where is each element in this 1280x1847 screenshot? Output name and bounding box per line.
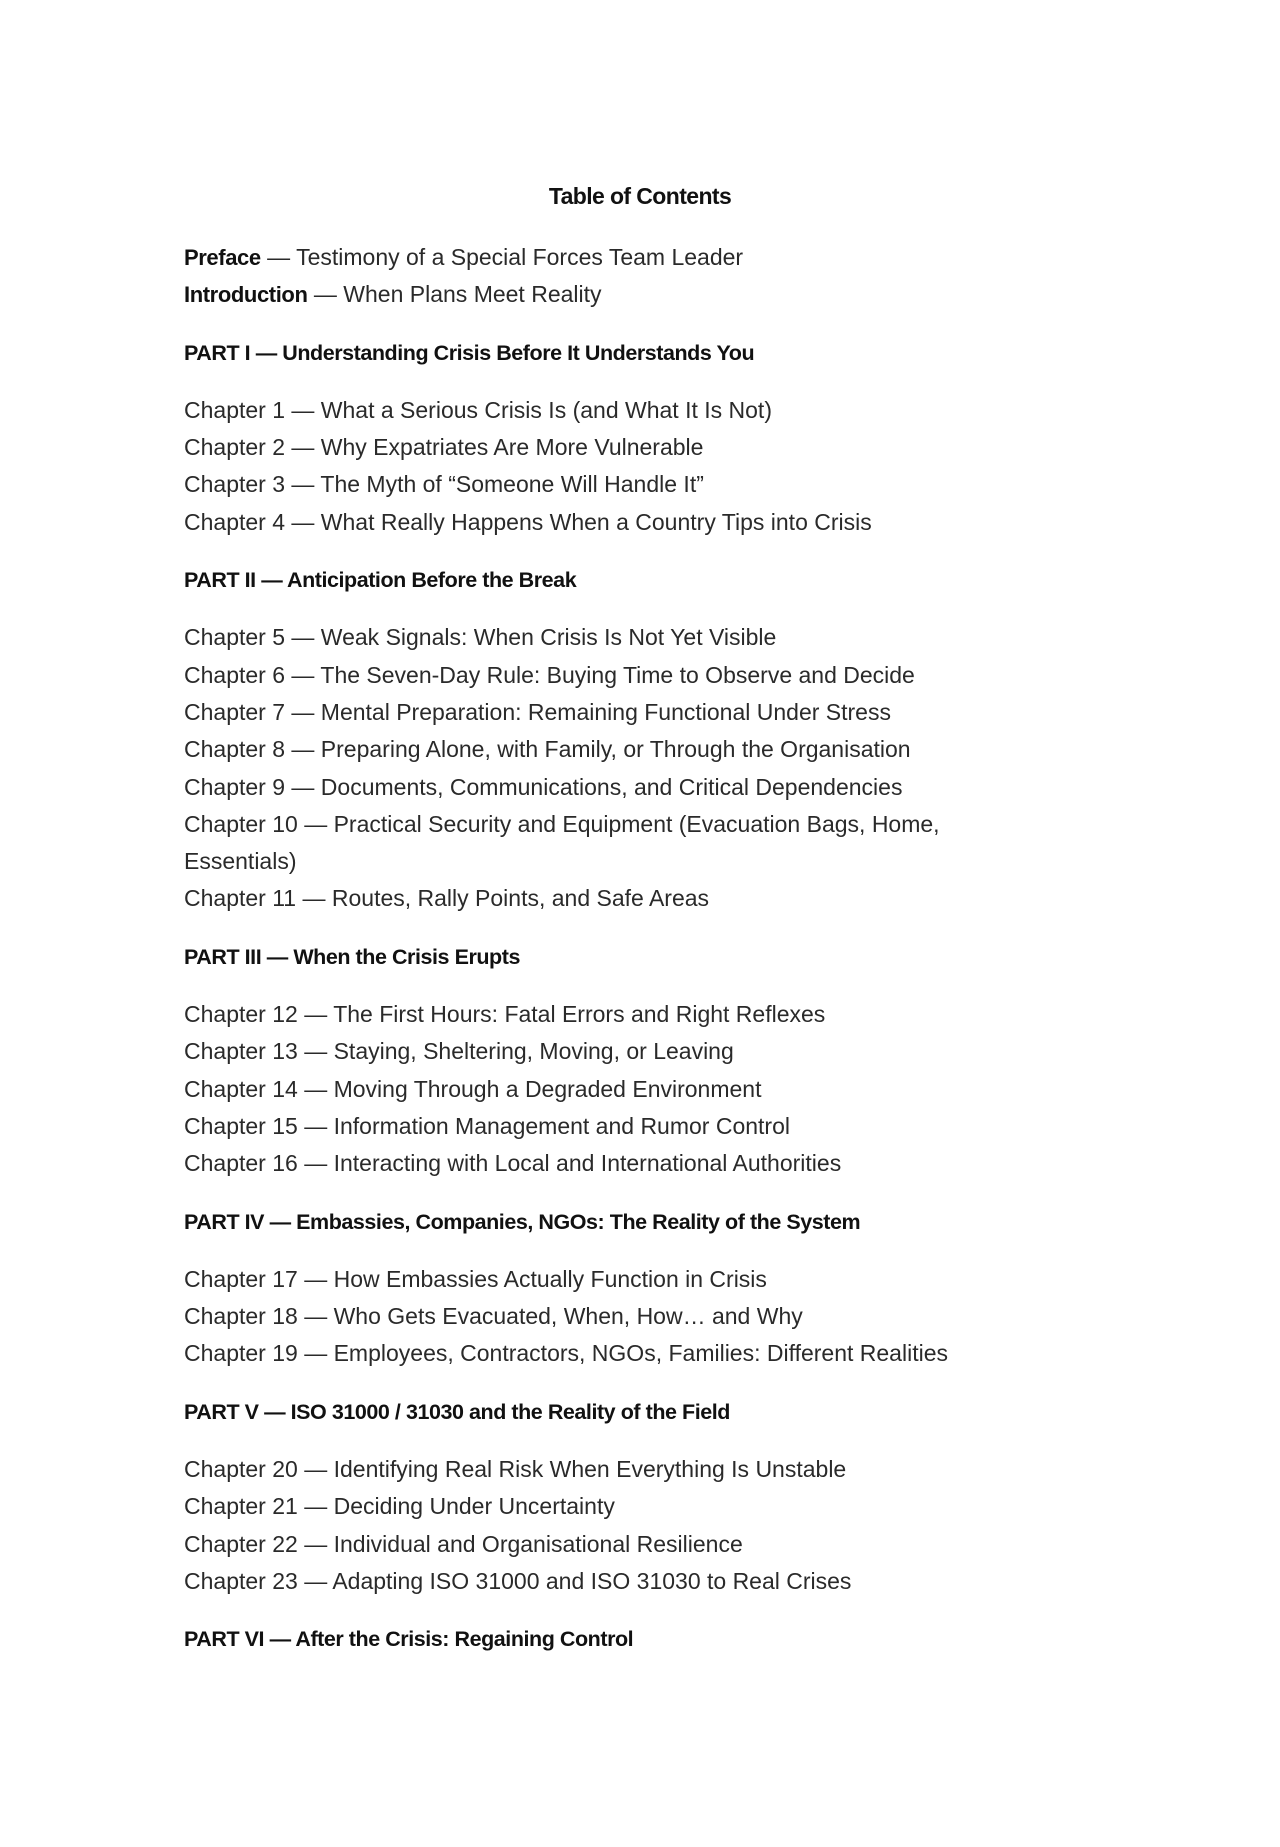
- chapter-title: Practical Security and Equipment (Evacuation Bags, Home,: [333, 810, 940, 837]
- chapter-title: What Really Happens When a Country Tips into Crisis: [320, 508, 872, 535]
- chapter-entry[interactable]: [184, 429, 1064, 466]
- chapter-title-continuation: Essentials): [184, 848, 297, 875]
- chapter-entry[interactable]: [184, 1071, 1064, 1108]
- part-heading[interactable]: PART I — Understanding Crisis Before It Understands You: [184, 340, 755, 365]
- em-dash: —: [291, 736, 315, 763]
- em-dash: —: [304, 810, 328, 837]
- chapter-entry[interactable]: [184, 1563, 1064, 1600]
- chapter-label: Chapter 2: [184, 434, 286, 461]
- em-dash: —: [291, 396, 315, 423]
- chapter-entry[interactable]: [184, 1033, 1064, 1070]
- front-matter-title: Testimony of a Special Forces Team Leader: [296, 244, 744, 270]
- chapter-entry[interactable]: [184, 1261, 1064, 1298]
- part-heading[interactable]: PART II — Anticipation Before the Break: [184, 568, 577, 593]
- em-dash: —: [304, 1150, 328, 1177]
- chapter-label: Chapter 10: [184, 810, 298, 837]
- chapter-title: Interacting with Local and International Authorities: [333, 1150, 842, 1177]
- chapter-label: Chapter 14: [184, 1075, 298, 1102]
- em-dash: —: [304, 1112, 328, 1139]
- chapter-entry[interactable]: [184, 694, 1064, 731]
- front-matter-label: Introduction: [184, 282, 308, 308]
- em-dash: —: [304, 1567, 328, 1594]
- em-dash: —: [267, 244, 291, 270]
- em-dash: —: [291, 773, 315, 800]
- front-matter-entry[interactable]: [184, 239, 1064, 276]
- chapter-entry[interactable]: [184, 769, 1064, 806]
- em-dash: —: [304, 1001, 328, 1028]
- em-dash: —: [291, 624, 315, 651]
- table-of-contents: [184, 176, 1064, 1679]
- chapter-label: Chapter 3: [184, 471, 286, 498]
- chapter-entry[interactable]: [184, 1526, 1064, 1563]
- chapter-label: Chapter 9: [184, 773, 286, 800]
- chapter-title: The Seven-Day Rule: Buying Time to Observe and Decide: [320, 661, 915, 688]
- em-dash: —: [304, 1530, 328, 1557]
- chapter-entry[interactable]: [184, 1335, 1064, 1372]
- em-dash: —: [304, 1038, 328, 1065]
- chapter-label: Chapter 4: [184, 508, 286, 535]
- part-heading[interactable]: PART VI — After the Crisis: Regaining Control: [184, 1627, 634, 1652]
- part-heading[interactable]: PART III — When the Crisis Erupts: [184, 944, 520, 969]
- em-dash: —: [291, 434, 315, 461]
- chapter-label: Chapter 17: [184, 1265, 298, 1292]
- em-dash: —: [291, 508, 315, 535]
- chapter-title: Individual and Organisational Resilience: [333, 1530, 743, 1557]
- chapter-entry[interactable]: [184, 392, 1064, 429]
- part-heading[interactable]: PART IV — Embassies, Companies, NGOs: The Reality of the System: [184, 1209, 861, 1234]
- em-dash: —: [291, 661, 315, 688]
- chapter-entry[interactable]: [184, 731, 1064, 768]
- chapter-label: Chapter 21: [184, 1493, 298, 1520]
- em-dash: —: [304, 1493, 328, 1520]
- chapter-title: How Embassies Actually Function in Crisis: [333, 1265, 767, 1292]
- chapter-title: Routes, Rally Points, and Safe Areas: [331, 885, 710, 912]
- em-dash: —: [304, 1265, 328, 1292]
- em-dash: —: [304, 1456, 328, 1483]
- chapter-label: Chapter 13: [184, 1038, 298, 1065]
- chapter-label: Chapter 22: [184, 1530, 298, 1557]
- chapter-title: Identifying Real Risk When Everything Is Unstable: [333, 1456, 847, 1483]
- chapter-label: Chapter 8: [184, 736, 286, 763]
- chapter-list: [184, 619, 1064, 917]
- chapter-title: Documents, Communications, and Critical Dependencies: [320, 773, 903, 800]
- chapter-title: The Myth of “Someone Will Handle It”: [320, 471, 704, 498]
- em-dash: —: [291, 471, 315, 498]
- chapter-entry[interactable]: [184, 1488, 1064, 1525]
- title-spacer: [184, 176, 1064, 239]
- chapter-label: Chapter 20: [184, 1456, 298, 1483]
- chapter-title: Mental Preparation: Remaining Functional Under Stress: [320, 698, 891, 725]
- chapter-entry[interactable]: [184, 996, 1064, 1033]
- chapter-list: [184, 996, 1064, 1182]
- chapter-label: Chapter 7: [184, 698, 286, 725]
- chapter-entry[interactable]: [184, 806, 1064, 843]
- chapter-label: Chapter 1: [184, 396, 286, 423]
- chapter-list: [184, 1451, 1064, 1600]
- chapter-entry[interactable]: [184, 1451, 1064, 1488]
- chapter-title: Weak Signals: When Crisis Is Not Yet Visible: [320, 624, 777, 651]
- chapter-entry[interactable]: [184, 1108, 1064, 1145]
- chapter-entry[interactable]: [184, 1145, 1064, 1182]
- chapter-list: [184, 392, 1064, 541]
- em-dash: —: [302, 885, 326, 912]
- chapter-title: Adapting ISO 31000 and ISO 31030 to Real Crises: [332, 1567, 852, 1594]
- chapter-label: Chapter 23: [184, 1567, 298, 1594]
- chapter-entry[interactable]: [184, 880, 1064, 917]
- chapter-title: The First Hours: Fatal Errors and Right Reflexes: [333, 1001, 826, 1028]
- chapter-label: Chapter 18: [184, 1303, 298, 1330]
- chapter-title: Why Expatriates Are More Vulnerable: [320, 434, 704, 461]
- chapter-label: Chapter 15: [184, 1112, 298, 1139]
- chapter-label: Chapter 6: [184, 661, 286, 688]
- chapter-label: Chapter 19: [184, 1340, 298, 1367]
- em-dash: —: [304, 1303, 328, 1330]
- chapter-entry[interactable]: [184, 466, 1064, 503]
- em-dash: —: [313, 281, 337, 308]
- em-dash: —: [291, 698, 315, 725]
- chapter-entry[interactable]: [184, 504, 1064, 541]
- front-matter-entry[interactable]: [184, 276, 1064, 313]
- chapter-title: Preparing Alone, with Family, or Through the Organisation: [320, 736, 911, 763]
- front-matter-title: When Plans Meet Reality: [343, 281, 602, 308]
- chapter-entry[interactable]: [184, 1298, 1064, 1335]
- em-dash: —: [304, 1075, 328, 1102]
- chapter-title: Moving Through a Degraded Environment: [333, 1075, 762, 1102]
- chapter-label: Chapter 16: [184, 1150, 298, 1177]
- chapter-title: Deciding Under Uncertainty: [333, 1493, 615, 1520]
- em-dash: —: [304, 1340, 328, 1367]
- chapter-label: Chapter 12: [184, 1001, 298, 1028]
- chapter-label: Chapter 11: [184, 885, 297, 912]
- chapter-list: [184, 1261, 1064, 1373]
- chapter-title: Who Gets Evacuated, When, How… and Why: [333, 1303, 803, 1330]
- chapter-entry[interactable]: [184, 619, 1064, 656]
- chapter-title: What a Serious Crisis Is (and What It Is Not): [320, 396, 772, 423]
- chapter-label: Chapter 5: [184, 624, 286, 651]
- toc-title: Table of Contents: [548, 183, 732, 209]
- part-heading[interactable]: PART V — ISO 31000 / 31030 and the Reality of the Field: [184, 1399, 730, 1424]
- chapter-title: Employees, Contractors, NGOs, Families: Different Realities: [333, 1340, 948, 1367]
- front-matter-label: Preface: [184, 245, 261, 270]
- chapter-entry[interactable]: [184, 657, 1064, 694]
- chapter-title: Staying, Sheltering, Moving, or Leaving: [333, 1038, 734, 1065]
- chapter-title: Information Management and Rumor Control: [333, 1112, 790, 1139]
